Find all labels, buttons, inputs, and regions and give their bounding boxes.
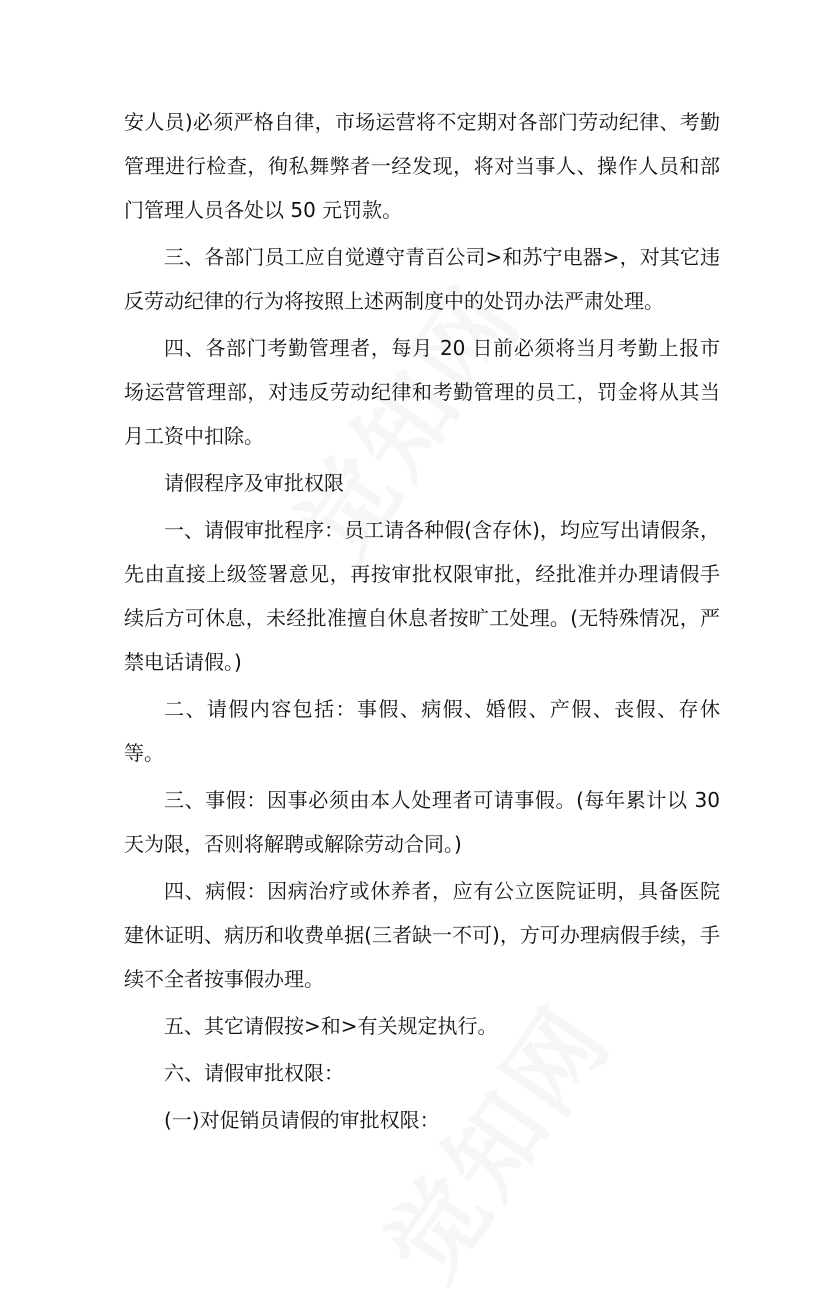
paragraph-item-3-discipline: 三、各部门员工应自觉遵守青百公司>和苏宁电器>，对其它违反劳动纪律的行为将按照上述两制度中的处罚办法严肃处理。 [124, 245, 720, 313]
paragraph-leave-procedure: 一、请假审批程序：员工请各种假(含存休)，均应写出请假条，先由直接上级签署意见，再按审批权限审批，经批准并办理请假手续后方可休息，未经批准擅自休息者按旷工处理。(无特殊情况，严禁电话请假。) [124, 518, 720, 674]
paragraph-approval-authority: 六、请假审批权限： [164, 1061, 344, 1085]
paragraph-personal-leave: 三、事假：因事必须由本人处理者可请事假。(每年累计以 30 天为限，否则将解聘或解除劳动合同。) [124, 788, 720, 856]
paragraph-leave-types: 二、请假内容包括：事假、病假、婚假、产假、丧假、存休等。 [124, 697, 720, 765]
paragraph-sick-leave: 四、病假：因病治疗或休养者，应有公立医院证明，具备医院建休证明、病历和收费单据(三者缺一不可)，方可办理病假手续，手续不全者按事假办理。 [124, 879, 720, 991]
paragraph-promoter-approval: (一)对促销员请假的审批权限： [164, 1108, 440, 1132]
paragraph-continuation: 安人员)必须严格自律，市场运营将不定期对各部门劳动纪律、考勤管理进行检查，徇私舞弊者一经发现，将对当事人、操作人员和部门管理人员各处以 50 元罚款。 [124, 110, 720, 222]
document-body [124, 100, 720, 1142]
paragraph-other-leave: 五、其它请假按>和>有关规定执行。 [164, 1014, 498, 1038]
section-heading-leave: 请假程序及审批权限 [164, 471, 344, 495]
paragraph-item-4-attendance-report: 四、各部门考勤管理者，每月 20 日前必须将当月考勤上报市场运营管理部，对违反劳动纪律和考勤管理的员工，罚金将从其当月工资中扣除。 [124, 336, 720, 448]
